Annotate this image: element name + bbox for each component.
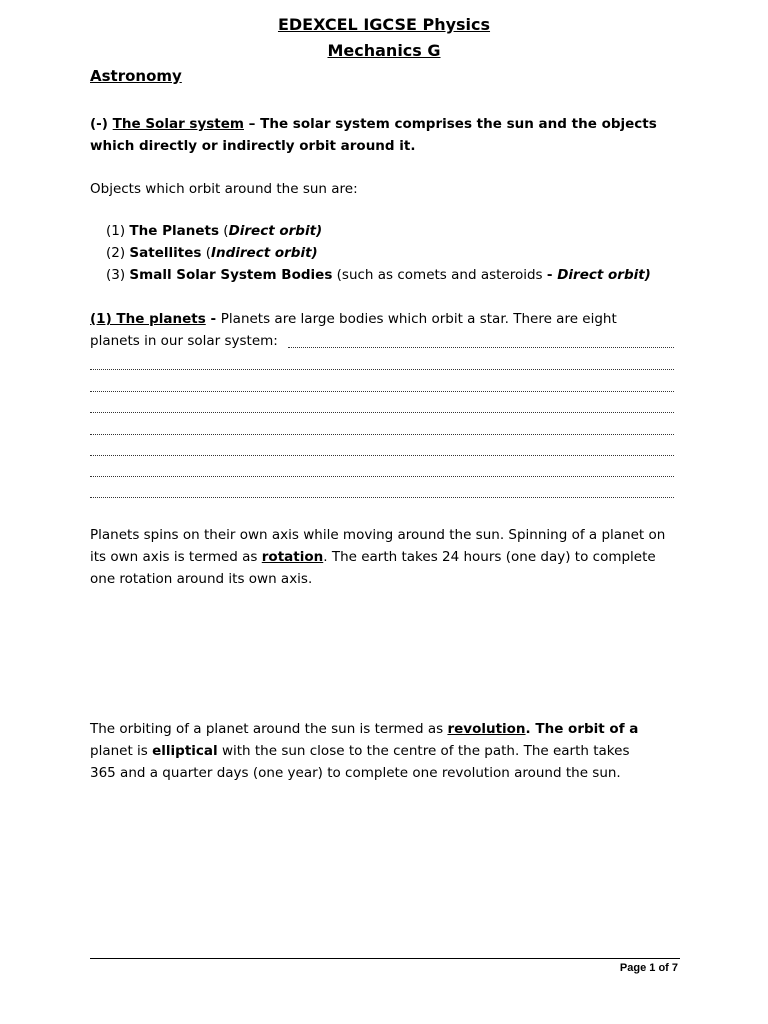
planets-line2: planets in our solar system: [90, 333, 278, 349]
list-item-note: Direct orbit) [557, 267, 651, 283]
objects-intro: Objects which orbit around the sun are: [90, 181, 358, 197]
elliptical-term: elliptical [152, 743, 218, 759]
rotation-line1: Planets spins on their own axis while moving around the sun. Spinning of a planet on [90, 527, 666, 543]
rotation-line2 [90, 546, 656, 568]
page-number: Page 1 of 7 [619, 962, 678, 974]
list-item-name: Satellites [129, 245, 202, 261]
document-subtitle: Mechanics G [327, 41, 441, 60]
answer-line [90, 411, 674, 413]
revolution-line1 [90, 718, 638, 740]
list-number: (2) [106, 245, 126, 261]
answer-line [90, 496, 674, 498]
list-item-name: Small Solar System Bodies [129, 267, 333, 283]
revolution-line3: 365 and a quarter days (one year) to complete one revolution around the sun. [90, 765, 621, 781]
revolution-text: with the sun close to the centre of the path. The earth takes [217, 743, 630, 759]
rotation-text: . The earth takes 24 hours (one day) to complete [323, 549, 656, 565]
planets-dash: - [205, 311, 221, 327]
planets-line1 [90, 308, 617, 330]
list-item [106, 264, 651, 286]
section-heading: Astronomy [90, 67, 182, 85]
revolution-text: The orbiting of a planet around the sun is termed as [90, 721, 448, 737]
answer-line [288, 346, 674, 348]
answer-line [90, 390, 674, 392]
revolution-term: revolution [447, 721, 526, 737]
list-item-dash: - [546, 267, 558, 283]
rotation-line3: one rotation around its own axis. [90, 571, 313, 587]
answer-line [90, 475, 674, 477]
document-title: EDEXCEL IGCSE Physics [277, 15, 491, 34]
solar-system-prefix: (-) [90, 116, 113, 132]
list-item-paren: (such as comets and asteroids [332, 267, 547, 283]
revolution-text: . The orbit of a [525, 721, 639, 737]
rotation-term: rotation [261, 549, 324, 565]
list-item-paren: ( [219, 223, 229, 239]
list-item [106, 220, 322, 242]
footer-rule [90, 958, 680, 959]
revolution-line2 [90, 740, 629, 762]
list-item [106, 242, 318, 264]
answer-line [90, 454, 674, 456]
list-item-note: Direct orbit) [228, 223, 323, 239]
answer-line [90, 368, 674, 370]
solar-system-definition-line2: which directly or indirectly orbit around it. [90, 138, 416, 154]
list-number: (3) [106, 267, 126, 283]
answer-line [90, 433, 674, 435]
revolution-text: planet is [90, 743, 153, 759]
list-number: (1) [106, 223, 126, 239]
solar-system-definition-line1 [90, 113, 657, 135]
solar-system-term: The Solar system [112, 116, 244, 132]
list-item-name: The Planets [129, 223, 219, 239]
solar-system-definition-part1: – The solar system comprises the sun and the objects [243, 116, 657, 132]
rotation-text: its own axis is termed as [90, 549, 262, 565]
planets-heading: (1) The planets [90, 311, 206, 327]
planets-text: Planets are large bodies which orbit a star. There are eight [220, 311, 617, 327]
list-item-paren: ( [201, 245, 211, 261]
list-item-note: Indirect orbit) [210, 245, 318, 261]
